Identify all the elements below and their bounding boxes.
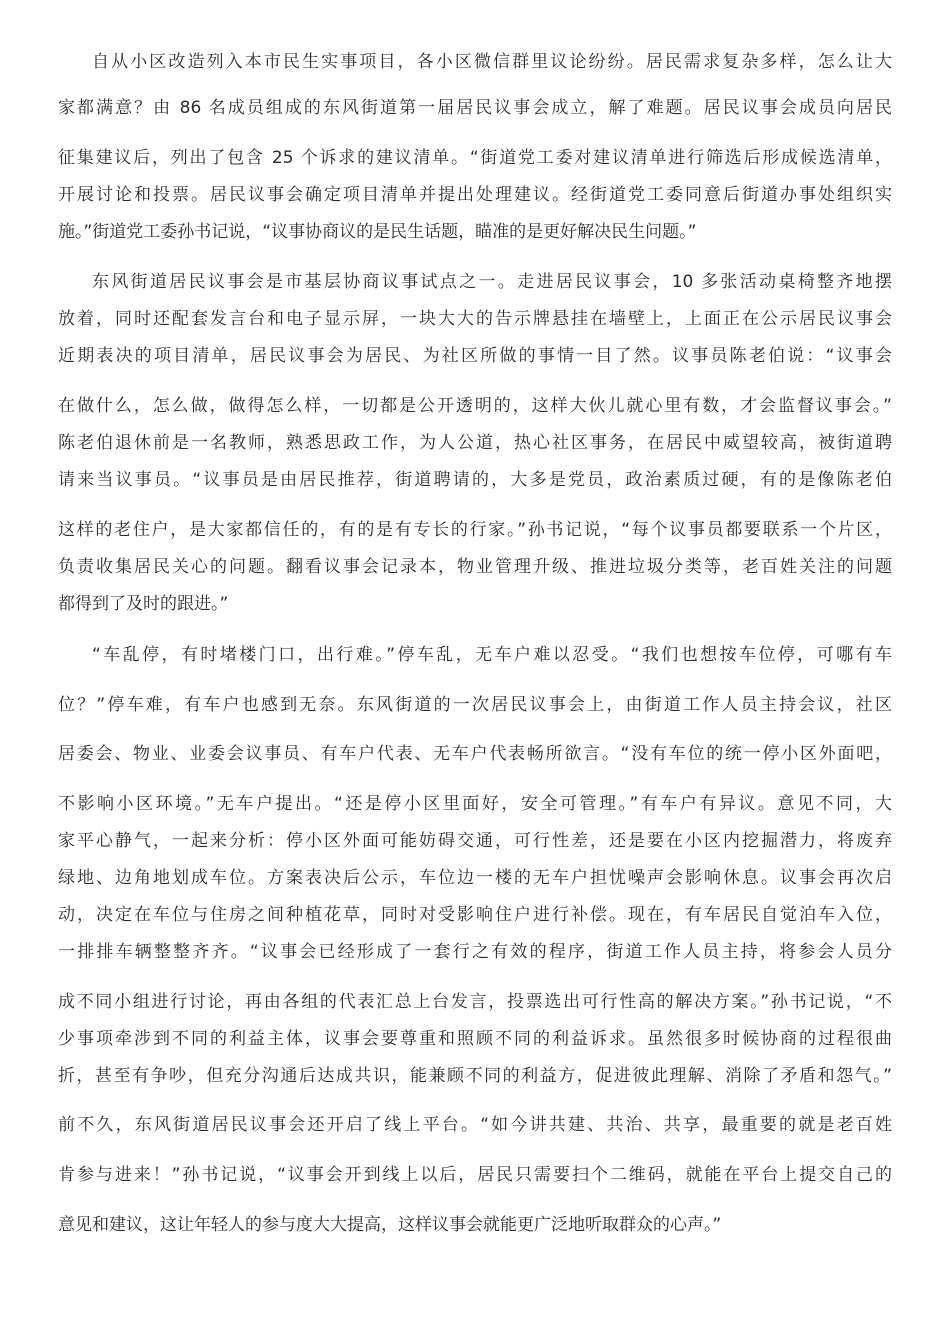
- text-line: 东风街道居民议事会是市基层协商议事试点之一。走进居民议事会，10 多张活动桌椅整齐地摆: [92, 272, 892, 292]
- text-line: 动，决定在车位与住房之间种植花草，同时对受影响住户进行补偿。现在，有车居民自觉泊车入位，: [58, 905, 892, 925]
- text-line: 自从小区改造列入本市民生实事项目，各小区微信群里议论纷纷。居民需求复杂多样，怎么让大: [92, 52, 892, 72]
- text-line: 一排排车辆整整齐齐。“议事会已经形成了一套行之有效的程序，街道工作人员主持，将参会人员分: [58, 942, 892, 962]
- text-line: 都得到了及时的跟进。”: [58, 594, 229, 614]
- text-line: 不影响小区环境。”无车户提出。“还是停小区里面好，安全可管理。”有车户有异议。意见不同，大: [58, 794, 892, 814]
- text-line: 折，甚至有争吵，但充分沟通后达成共识，能兼顾不同的利益方，促进彼此理解、消除了矛盾和怨气。”: [58, 1066, 892, 1086]
- text-line: 少事项牵涉到不同的利益主体，议事会要尊重和照顾不同的利益诉求。虽然很多时候协商的过程很曲: [58, 1029, 892, 1049]
- text-line: 请来当议事员。“议事员是由居民推荐，街道聘请的，大多是党员，政治素质过硬，有的是像陈老伯: [58, 470, 892, 490]
- text-line: 前不久，东风街道居民议事会还开启了线上平台。“如今讲共建、共治、共享，最重要的就是老百姓: [58, 1115, 892, 1135]
- text-line: “车乱停，有时堵楼门口，出行难。”停车乱，无车户难以忍受。“我们也想按车位停，可哪有车: [92, 645, 892, 665]
- text-line: 成不同小组进行讨论，再由各组的代表汇总上台发言，投票选出可行性高的解决方案。”孙书记说，“不: [58, 992, 892, 1012]
- text-line: 陈老伯退休前是一名教师，熟悉思政工作，为人公道，热心社区事务，在居民中威望较高，被街道聘: [58, 433, 892, 453]
- text-line: 意见和建议，这让年轻人的参与度大大提高，这样议事会就能更广泛地听取群众的心声。”: [58, 1215, 722, 1235]
- text-line: 放着，同时还配套发言台和电子显示屏，一块大大的告示牌悬挂在墙壁上，上面正在公示居民议事会: [58, 309, 892, 329]
- text-line: 施。”街道党工委孙书记说，“议事协商议的是民生话题，瞄准的是更好解决民生问题。”: [58, 222, 697, 242]
- text-line: 绿地、边角地划成车位。方案表决后公示，车位边一楼的无车户担忧噪声会影响休息。议事会再次启: [58, 868, 892, 888]
- text-line: 近期表决的项目清单，居民议事会为居民、为社区所做的事情一目了然。议事员陈老伯说：“议事会: [58, 346, 892, 366]
- text-line: 家都满意？由 86 名成员组成的东风街道第一届居民议事会成立，解了难题。居民议事会成员向居民: [58, 98, 892, 118]
- text-line: 开展讨论和投票。居民议事会确定项目清单并提出处理建议。经街道党工委同意后街道办事处组织实: [58, 185, 892, 205]
- text-line: 征集建议后，列出了包含 25 个诉求的建议清单。“街道党工委对建议清单进行筛选后形成候选清单，: [58, 148, 892, 168]
- text-line: 负责收集居民关心的问题。翻看议事会记录本，物业管理升级、推进垃圾分类等，老百姓关注的问题: [58, 557, 892, 577]
- text-line: 肯参与进来！”孙书记说，“议事会开到线上以后，居民只需要扫个二维码，就能在平台上提交自己的: [58, 1165, 892, 1185]
- text-line: 居委会、物业、业委会议事员、有车户代表、无车户代表畅所欲言。“没有车位的统一停小区外面吧，: [58, 744, 892, 764]
- text-line: 家平心静气，一起来分析：停小区外面可能妨碍交通，可行性差，还是要在小区内挖掘潜力，将废弃: [58, 831, 892, 851]
- text-line: 在做什么，怎么做，做得怎么样，一切都是公开透明的，这样大伙儿就心里有数，才会监督议事会。”: [58, 396, 892, 416]
- text-line: 位？”停车难，有车户也感到无奈。东风街道的一次居民议事会上，由街道工作人员主持会议，社区: [58, 695, 892, 715]
- text-line: 这样的老住户，是大家都信任的，有的是有专长的行家。”孙书记说，“每个议事员都要联系一个片区，: [58, 520, 892, 540]
